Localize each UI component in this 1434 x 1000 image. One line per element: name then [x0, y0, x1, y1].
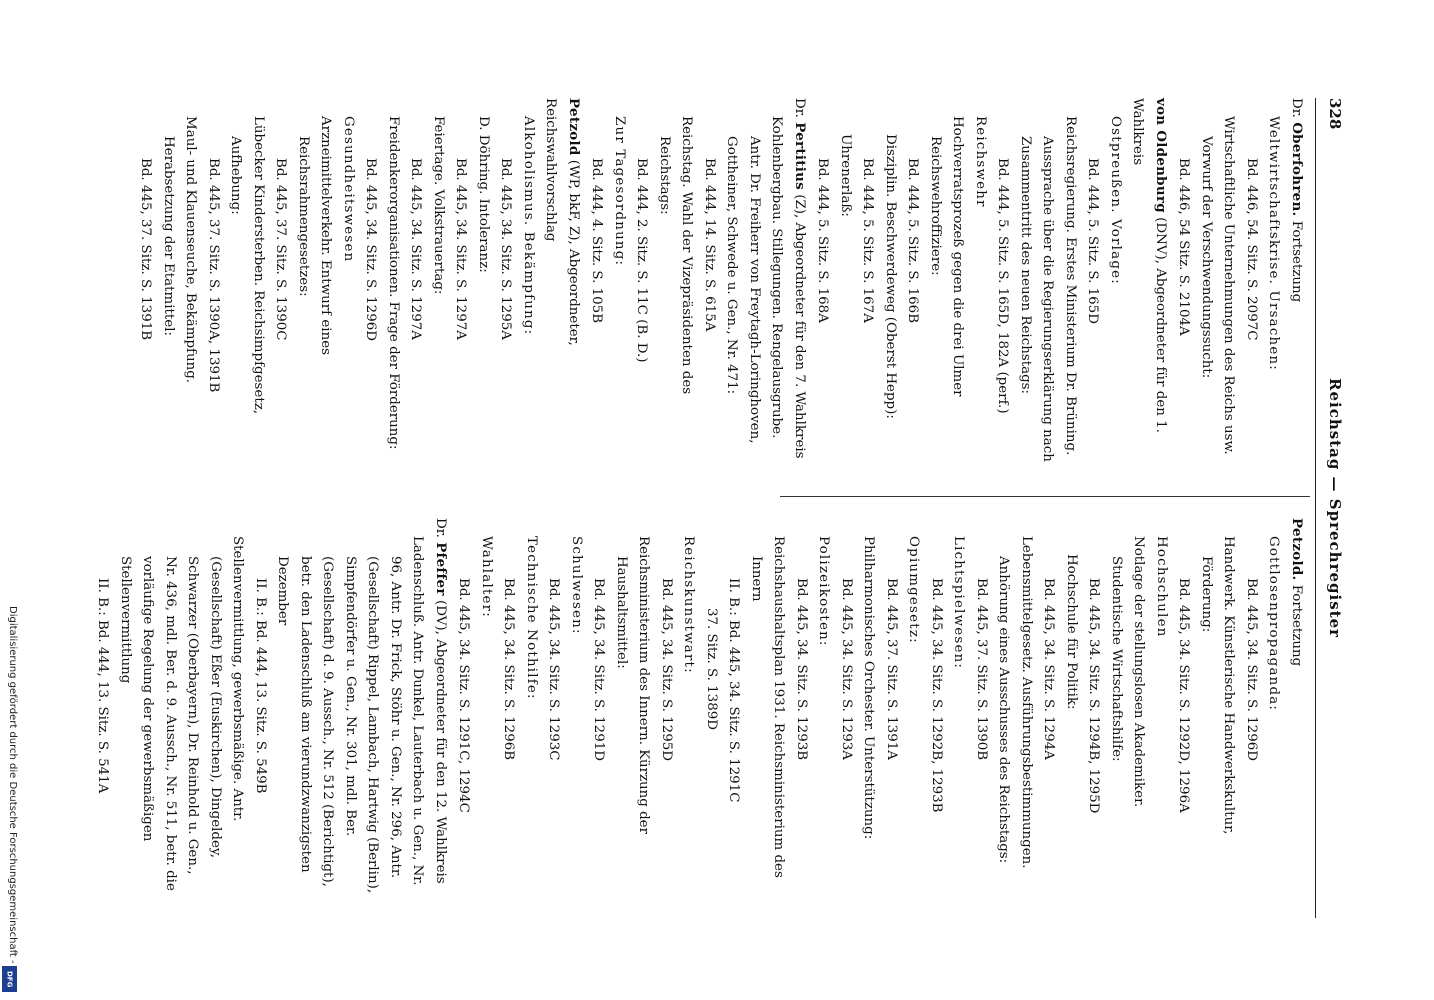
- register-entry: [157, 98, 202, 474]
- speaker-entry: [1285, 518, 1309, 894]
- speaker-entry: [429, 518, 453, 894]
- entry-text: Bd. 445, 34. Sitz. S. 1292B, 1293B: [929, 578, 944, 813]
- speaker-name: Petzold: [566, 98, 582, 156]
- entry-text: Reichsregierung. Erstes Ministerium Dr. Brüning. Aussprache über die Regierungserklärung nach Zusammentritt des neuen Reichstags:: [1018, 116, 1078, 462]
- entry-text: Reichskunstwart:: [681, 536, 697, 674]
- entry-text: Fortsetzung: [1289, 580, 1304, 667]
- register-entry: [497, 518, 520, 894]
- register-entry: [1037, 518, 1060, 894]
- register-entry: [1105, 518, 1150, 894]
- entry-text: Bd. 445, 34. Sitz. S. 1291C, 1294C: [456, 578, 472, 813]
- register-entry: [901, 98, 924, 474]
- register-entry: [337, 98, 360, 474]
- register-entry: [292, 98, 337, 474]
- entry-text: Bd. 444, 5. Sitz. S. 166B: [905, 158, 921, 324]
- register-entry: [452, 518, 475, 894]
- entry-text: Reichsministerium des Innern. Kürzung der Haushaltsmittel:: [614, 536, 652, 835]
- dfg-logo: DFG: [2, 966, 17, 992]
- speaker-entry: [788, 98, 812, 474]
- entry-text: Bd. 445, 34. Sitz. S. 1291D: [591, 578, 607, 761]
- speaker-title: Dr.: [1289, 98, 1304, 123]
- register-entry: [880, 518, 903, 894]
- entry-text: Bd. 445, 34. Sitz. S. 1295A: [498, 158, 514, 340]
- entry-text: Bd. 445, 37. Sitz. S. 1390A, 1391B: [206, 158, 221, 393]
- register-entry: [608, 98, 631, 474]
- entry-text: Bd. 445, 34. Sitz. S. 1293C: [546, 578, 562, 761]
- entry-text: Bd. 445, 34. Sitz. S. 1293A: [839, 578, 854, 760]
- entry-text: Bd. 445, 34. Sitz. S. 1296D: [1244, 578, 1259, 761]
- entry-text: Bd. 445, 34. Sitz. S. 1294B, 1295D: [1086, 578, 1102, 814]
- speaker-entry: [1285, 98, 1309, 474]
- register-entry: [630, 98, 653, 474]
- entry-text: Freidenkerorganisationen. Frage der Förderung:: [386, 116, 401, 450]
- entry-text: Bd. 445, 37. Sitz. S. 1390B: [974, 578, 989, 761]
- entry-text: Philharmonisches Orchester. Unterstützung:: [861, 536, 877, 840]
- register-entry: [1081, 98, 1104, 474]
- register-entry: [970, 518, 993, 894]
- register-entry: [382, 98, 405, 474]
- entry-text: Bd. 445, 34. Sitz. S. 1292D, 1296A: [1176, 578, 1192, 813]
- digitization-notice: [0, 0, 22, 1000]
- entry-text: Bd. 445, 34. Sitz. S. 1296B: [501, 578, 517, 761]
- entry-text: Bd. 444, 4. Sitz. S. 105B: [589, 158, 605, 324]
- entry-text: D. Döhring. Intoleranz:: [476, 116, 491, 273]
- entry-text: II. B.: Bd. 444, 13. Sitz. S. 549B: [253, 578, 268, 794]
- entry-text: Bd. 444, 5. Sitz. S. 167A: [860, 158, 876, 323]
- register-entry: [879, 98, 902, 474]
- register-entry: [969, 98, 992, 474]
- entry-text: Zur Tagesordnung:: [612, 116, 627, 267]
- register-entry: [517, 98, 540, 474]
- entry-text: Bd. 444, 14. Sitz. S. 615A: [702, 158, 717, 332]
- entry-text: Lebensmittelgesetz. Ausführungsbestimmungen. Anhörung eines Ausschusses des Reichstags:: [996, 536, 1034, 869]
- register-entry: [359, 98, 382, 474]
- register-entry: [475, 518, 498, 894]
- register-entry: [811, 98, 834, 474]
- entry-text: Reichstag. Wahl der Vizepräsidenten des Reichstags:: [657, 116, 695, 395]
- register-entry: [202, 98, 225, 474]
- register-entry: [1195, 518, 1240, 894]
- entry-text: (WP, bkF, Z), Abgeordneter, Reichswahlvorschlag: [543, 98, 581, 346]
- register-page: [95, 98, 1346, 918]
- entry-text: Bd. 445, 37. Sitz. S. 1391A: [884, 578, 899, 760]
- page-number: 328: [1326, 98, 1344, 130]
- entry-text: Hochschulen: [1154, 536, 1169, 638]
- register-entry: [856, 98, 879, 474]
- register-entry: [224, 98, 269, 474]
- speaker-entry: [1126, 98, 1172, 474]
- entry-text: Weltwirtschaftskrise. Ursachen:: [1266, 116, 1282, 372]
- register-entry: [677, 518, 700, 894]
- entry-text: Bd. 446, 54 Sitz. S. 2104A: [1176, 158, 1192, 336]
- register-entry: [494, 98, 517, 474]
- register-entry: [1195, 98, 1240, 474]
- entry-text: Wahlalter:: [479, 536, 494, 618]
- register-entry: [925, 518, 948, 894]
- entry-text: II. B.: Bd. 445, 34. Sitz. S. 1291C: [726, 578, 742, 803]
- register-entry: [902, 518, 925, 894]
- register-entry: [1082, 518, 1105, 894]
- entry-text: Bd. 445, 34. Sitz. S. 1297A: [453, 158, 469, 340]
- entry-text: Bd. 445, 37. Sitz. S. 1390C: [273, 158, 289, 341]
- entry-text: Bd. 445, 37. Sitz. S. 1391B: [138, 158, 154, 341]
- register-entry: [404, 98, 427, 474]
- entry-text: (Z), Abgeordneter für den 7. Wahlkreis: [792, 190, 807, 459]
- entry-text: Hochverratsprozeß gegen die drei Ulmer Reichswehroffiziere:: [928, 116, 966, 397]
- entry-text: Maul- und Klauenseuche, Bekämpfung. Herabsetzung der Etatmittel:: [161, 116, 199, 384]
- register-entry: [1240, 98, 1263, 474]
- register-entry: [587, 518, 610, 894]
- register-entry: [722, 518, 745, 894]
- entry-text: Lübecker Kindersterben. Reichsimpfgesetz, Aufhebung:: [228, 116, 266, 415]
- register-entry: [947, 518, 970, 894]
- register-entry: [271, 518, 429, 894]
- entry-text: (DV), Abgeordneter für den 12. Wahlkreis: [433, 595, 448, 884]
- entry-text: Feiertage. Volkstrauertag:: [431, 116, 446, 295]
- entry-text: Alkoholismus. Bekämpfung:: [521, 116, 536, 336]
- running-head: Reichstag — Sprechregister: [1326, 377, 1344, 639]
- entry-text: Bd. 444, 5. Sitz. S. 168A: [815, 158, 831, 323]
- register-entry: [520, 518, 543, 894]
- register-entry: [249, 518, 272, 894]
- entry-text: Kohlenbergbau. Stillegungen. Rengelausgrube. Antr. Dr. Freiherr von Freytagh-Loringhoven, Gottheiner, Schwede u. Gen., Nr. 471:: [724, 116, 785, 444]
- speaker-name: Pfeffer: [433, 542, 449, 596]
- column-divider: [780, 496, 1310, 497]
- register-entry: [834, 98, 857, 474]
- register-entry: [91, 518, 114, 894]
- entry-text: Handwerk. Künstlerische Handwerkskultur, Förderung:: [1199, 536, 1237, 835]
- register-entry: [790, 518, 813, 894]
- entry-text: Schulwesen:: [569, 536, 584, 635]
- entry-text: Reichshaushaltsplan 1931. Reichsministerium des Innern: [749, 536, 787, 878]
- entry-text: Bd. 444, 2. Sitz. S. 11C (B. D.): [634, 158, 650, 363]
- entry-text: Arzneimittelverkehr. Entwurf eines Reichsrahmengesetzes:: [296, 116, 334, 356]
- entry-text: Opiumgesetz:: [906, 536, 922, 644]
- register-entry: [835, 518, 858, 894]
- entry-text: Ostpreußen. Vorlage:: [1108, 116, 1123, 285]
- entry-text: II. B.: Bd. 444, 13. Sitz. S. 541A: [95, 578, 111, 794]
- funding-notice-text: Digitalisierung gefördert durch die Deutsche Forschungsgemeinschaft -: [7, 606, 18, 964]
- entry-text: 37. Sitz. S. 1389D: [704, 608, 719, 730]
- entry-text: Bd. 445, 34. Sitz. S. 1296D: [363, 158, 379, 341]
- register-entry: [542, 518, 565, 894]
- register-entry: [924, 98, 969, 474]
- register-entry: [1172, 518, 1195, 894]
- register-entry: [585, 98, 608, 474]
- register-entry: [565, 518, 588, 894]
- entry-text: Bd. 445, 34. Sitz. S. 1293B: [794, 578, 809, 761]
- entry-text: Fortsetzung: [1289, 216, 1304, 303]
- speaker-name: von Oldenburg: [1153, 98, 1169, 213]
- register-entry: [472, 98, 495, 474]
- entry-text: Bd. 444, 5. Sitz. S. 165D, 182A (perf.): [995, 158, 1011, 414]
- speaker-title: Dr.: [792, 98, 807, 123]
- entry-text: Stellenvermittlung, gewerbsmäßige. Antr. (Gesellschaft) Eßer (Euskirchen), Dingeldey, Schwarzer (Oberbayern), Dr. Reinhold u. Gen., Nr. 436, mdl. Ber. d. 9. Aussch., Nr. 511, betr. die vorläufige Regelung der gewerbsmäßigen Stellenvermittlung: [118, 536, 246, 891]
- register-entry: [1240, 518, 1263, 894]
- speaker-name: Oberfohren.: [1289, 122, 1305, 217]
- entry-text: Wirtschaftliche Unternehmungen des Reichs usw. Vorwurf der Verschwendungssucht:: [1199, 116, 1237, 455]
- entry-text: (DNV), Abgeordneter für den 1. Wahlkreis: [1130, 98, 1168, 433]
- speaker-title: Dr.: [433, 518, 448, 543]
- register-entry: [1262, 518, 1285, 894]
- register-entry: [720, 98, 788, 474]
- register-entry: [992, 518, 1037, 894]
- entry-text: Gesundheitswesen: [341, 116, 356, 263]
- register-entry: [653, 98, 698, 474]
- register-entry: [449, 98, 472, 474]
- entry-text: Bd. 445, 34. Sitz. S. 1295D: [659, 578, 674, 761]
- entry-text: Ladenschluß. Antr. Dunkel, Lauterbach u. Gen., Nr. 96, Antr. Dr. Frick, Stöhr u. Gen., Nr. 296, Antr. (Gesellschaft) Rippel, Lambach, Hartwig (Berlin), Simpfendörfer u. Gen., Nr. 301, mdl. Ber. (Gesellschaft) d. 9. Aussch., Nr. 512 (Berichtigt), betr. den Ladenschluß am vierundzwanzigsten Dezember: [275, 536, 426, 894]
- register-entry: [698, 98, 721, 474]
- left-column: [134, 98, 1308, 474]
- entry-text: Hochschule für Politik:: [1064, 554, 1079, 710]
- entry-text: Notlage der stellungslosen Akademiker. Studentische Wirtschaftshilfe:: [1109, 536, 1147, 808]
- entry-text: Polizeikosten:: [816, 536, 832, 647]
- register-entry: [1060, 518, 1083, 894]
- entry-text: Bd. 445, 34. Sitz. S. 1294A: [1041, 578, 1057, 760]
- register-entry: [114, 518, 249, 894]
- register-entry: [1172, 98, 1195, 474]
- right-column: [91, 518, 1308, 894]
- register-entry: [745, 518, 790, 894]
- speaker-entry: [539, 98, 585, 474]
- register-entry: [812, 518, 835, 894]
- register-entry: [1104, 98, 1127, 474]
- entry-text: Gottlosenpropaganda:: [1266, 536, 1282, 712]
- entry-text: Reichswehr: [973, 116, 988, 208]
- register-entry: [269, 98, 292, 474]
- register-entry: [700, 518, 723, 894]
- register-entry: [134, 98, 157, 474]
- entry-text: Bd. 444, 5. Sitz. S. 165D: [1085, 158, 1101, 324]
- speaker-name: Petzold.: [1289, 518, 1305, 581]
- entry-text: Lichtspielwesen:: [951, 536, 967, 670]
- register-entry: [1150, 518, 1173, 894]
- register-entry: [610, 518, 655, 894]
- register-entry: [991, 98, 1014, 474]
- page-header: [1315, 98, 1346, 918]
- entry-text: Bd. 445, 34. Sitz. S. 1297A: [408, 158, 424, 340]
- register-entry: [1262, 98, 1285, 474]
- entry-text: Disziplin. Beschwerdeweg (Oberst Hepp):: [883, 134, 898, 419]
- entry-text: Technische Nothilfe:: [524, 536, 539, 700]
- entry-text: Uhrenerlaß:: [838, 134, 853, 217]
- register-entry: [655, 518, 678, 894]
- entry-text: Bd. 446, 54. Sitz. S. 2097C: [1244, 158, 1259, 341]
- register-entry: [857, 518, 880, 894]
- register-entry: [427, 98, 450, 474]
- speaker-name: Pertitius: [792, 122, 808, 190]
- register-entry: [1014, 98, 1082, 474]
